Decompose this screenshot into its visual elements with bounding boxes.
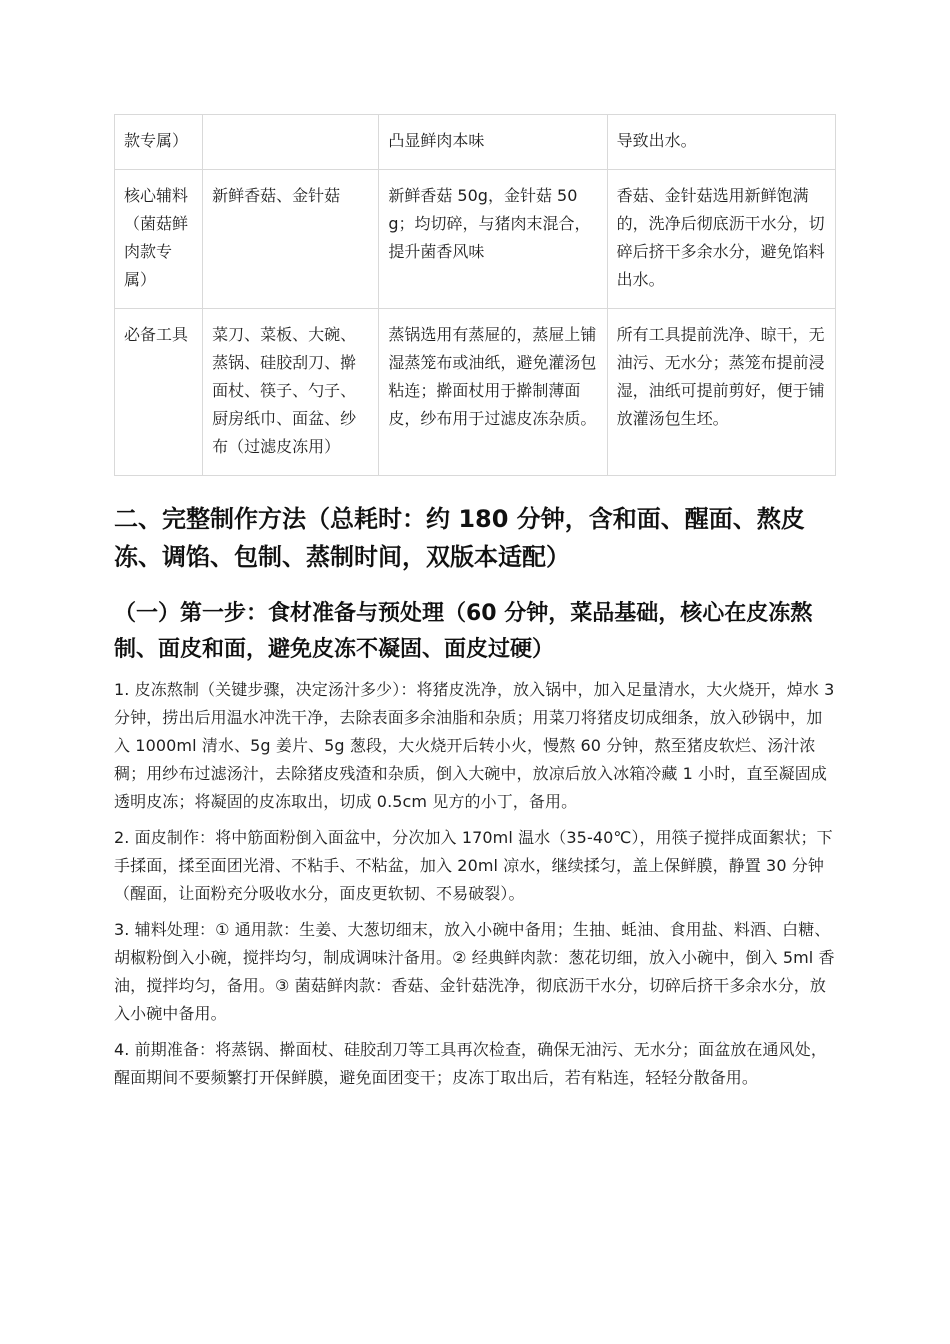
step-heading: （一）第一步：食材准备与预处理（60 分钟，菜品基础，核心在皮冻熬制、面皮和面，避免皮冻不凝固、面皮过硬） <box>114 601 813 662</box>
table-row <box>115 170 836 309</box>
table-cell-item: 必备工具 <box>115 309 203 476</box>
document-page <box>114 114 836 1100</box>
ingredient-table <box>114 114 836 476</box>
table-cell-item: 核心辅料（菌菇鲜肉款专属） <box>115 170 203 309</box>
paragraph-preparation: 4. 前期准备：将蒸锅、擀面杖、硅胶刮刀等工具再次检查，确保无油污、无水分；面盆放在通风处，醒面期间不要频繁打开保鲜膜，避免面团变干；皮冻丁取出后，若有粘连，轻轻分散备用。 <box>114 1040 827 1087</box>
table-cell-notes: 导致出水。 <box>607 115 835 170</box>
section-heading: 二、完整制作方法（总耗时：约 180 分钟，含和面、醒面、熬皮冻、调馅、包制、蒸制时间，双版本适配） <box>114 505 805 571</box>
table-cell-material <box>203 115 379 170</box>
table-cell-item: 款专属） <box>115 115 203 170</box>
table-row <box>115 115 836 170</box>
table-cell-usage: 新鲜香菇 50g，金针菇 50g；均切碎，与猪肉末混合，提升菌香风味 <box>379 170 607 309</box>
paragraph-condiments: 3. 辅料处理：① 通用款：生姜、大葱切细末，放入小碗中备用；生抽、蚝油、食用盐、料酒、白糖、胡椒粉倒入小碗，搅拌均匀，制成调味汁备用。② 经典鲜肉款：葱花切细，放入小碗中，倒入 5ml 香油，搅拌均匀，备用。③ 菌菇鲜肉款：香菇、金针菇洗净，彻底沥干水分，切碎后挤干多余水分，放入小碗中备用。 <box>114 920 835 1023</box>
table-cell-usage: 蒸锅选用有蒸屉的，蒸屉上铺湿蒸笼布或油纸，避免灌汤包粘连；擀面杖用于擀制薄面皮，纱布用于过滤皮冻杂质。 <box>379 309 607 476</box>
table-cell-notes: 香菇、金针菇选用新鲜饱满的，洗净后彻底沥干水分，切碎后挤干多余水分，避免馅料出水。 <box>607 170 835 309</box>
table-cell-material: 新鲜香菇、金针菇 <box>203 170 379 309</box>
table-cell-usage: 凸显鲜肉本味 <box>379 115 607 170</box>
table-row <box>115 309 836 476</box>
paragraph-skin-jelly: 1. 皮冻熬制（关键步骤，决定汤汁多少）：将猪皮洗净，放入锅中，加入足量清水，大火烧开，焯水 3 分钟，捞出后用温水冲洗干净，去除表面多余油脂和杂质；用菜刀将猪皮切成细条，放入砂锅中，加入 1000ml 清水、5g 姜片、5g 葱段，大火烧开后转小火，慢熬 60 分钟，熬至猪皮软烂、汤汁浓稠；用纱布过滤汤汁，去除猪皮残渣和杂质，倒入大碗中，放凉后放入冰箱冷藏 1 小时，直至凝固成透明皮冻；将凝固的皮冻取出，切成 0.5cm 见方的小丁，备用。 <box>114 680 835 811</box>
paragraph-dough: 2. 面皮制作：将中筋面粉倒入面盆中，分次加入 170ml 温水（35-40℃），用筷子搅拌成面絮状；下手揉面，揉至面团光滑、不粘手、不粘盆，加入 20ml 凉水，继续揉匀，盖上保鲜膜，静置 30 分钟（醒面，让面粉充分吸收水分，面皮更软韧、不易破裂）。 <box>114 828 833 903</box>
table-cell-material: 菜刀、菜板、大碗、蒸锅、硅胶刮刀、擀面杖、筷子、勺子、厨房纸巾、面盆、纱布（过滤皮冻用） <box>203 309 379 476</box>
table-cell-notes: 所有工具提前洗净、晾干，无油污、无水分；蒸笼布提前浸湿，油纸可提前剪好，便于铺放灌汤包生坯。 <box>607 309 835 476</box>
